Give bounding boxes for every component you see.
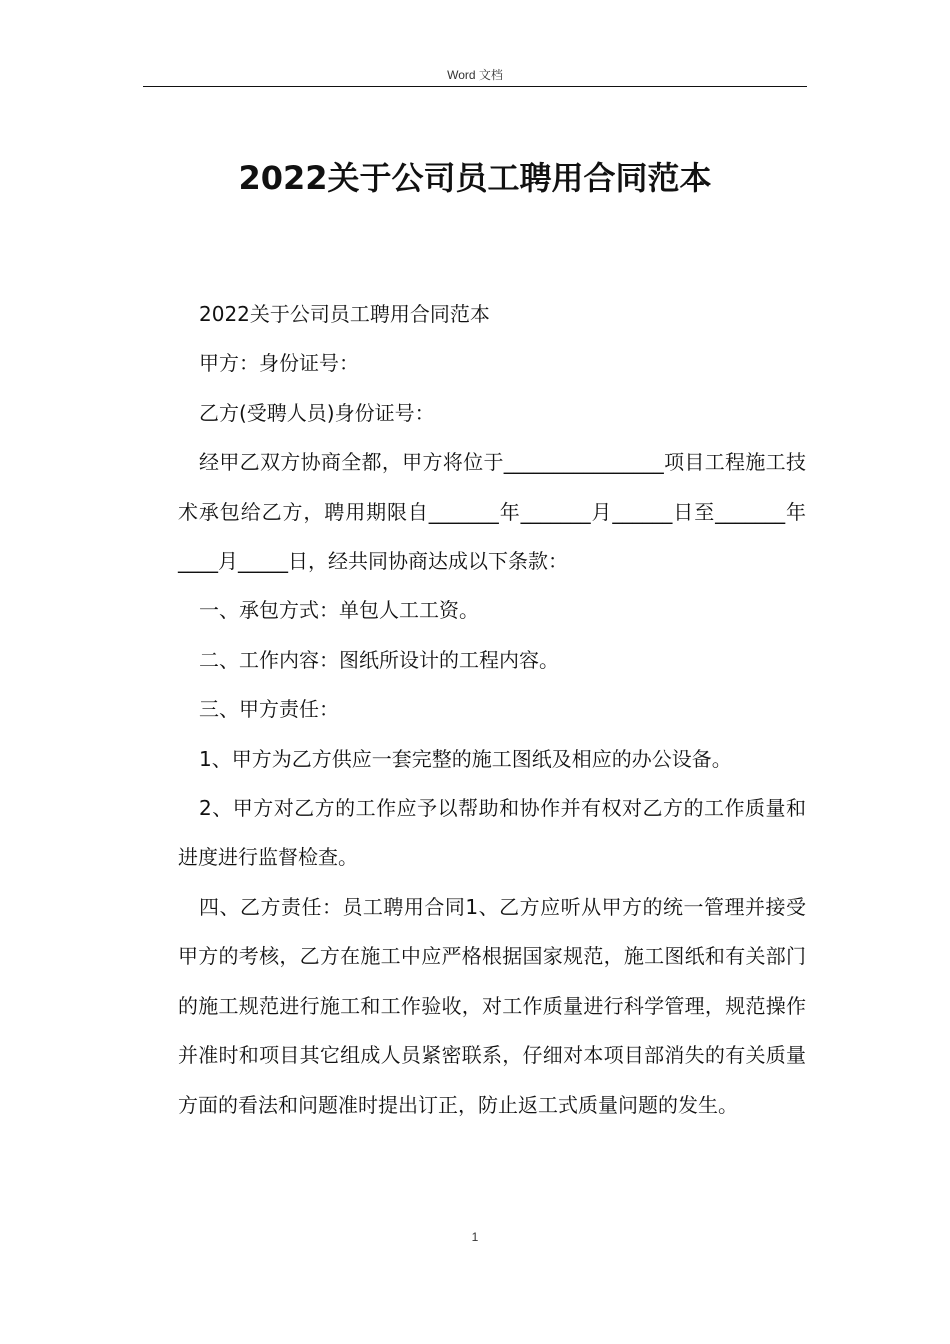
paragraph-clause-3-item-2: 2、甲方对乙方的工作应予以帮助和协作并有权对乙方的工作质量和进度进行监督检查。 [178,796,806,870]
paragraph-clause-1: 一、承包方式：单包人工工资。 [199,598,479,623]
document-title: 2022关于公司员工聘用合同范本 [238,159,712,197]
paragraph-clause-3-item-1: 1、甲方为乙方供应一套完整的施工图纸及相应的办公设备。 [199,746,732,771]
paragraph-agreement: 经甲乙双方协商全都，甲方将位于________________项目工程施工技术承包给乙方，聘用期限自_______年_______月______日至_______年____月_____日，经共同协商达成以下条款： [178,450,806,574]
header-divider [143,86,807,87]
page-number: 1 [471,1230,479,1244]
paragraph-party-b: 乙方(受聘人员)身份证号： [199,400,435,425]
document-body [178,290,806,1130]
paragraph-clause-2: 二、工作内容：图纸所设计的工程内容。 [199,647,559,672]
paragraph-clause-4: 四、乙方责任：员工聘用合同1、乙方应听从甲方的统一管理并接受甲方的考核，乙方在施工中应严格根据国家规范，施工图纸和有关部门的施工规范进行施工和工作验收，对工作质量进行科学管理，规范操作并准时和项目其它组成人员紧密联系，仔细对本项目部消失的有关质量方面的看法和问题准时提出订正，防止返工式质量问题的发生。 [178,894,806,1117]
paragraph-heading: 2022关于公司员工聘用合同范本 [199,302,490,326]
paragraph-clause-3: 三、甲方责任： [199,697,339,722]
paragraph-party-a: 甲方：身份证号： [199,351,359,376]
page-header-label: Word 文档 [447,68,503,82]
